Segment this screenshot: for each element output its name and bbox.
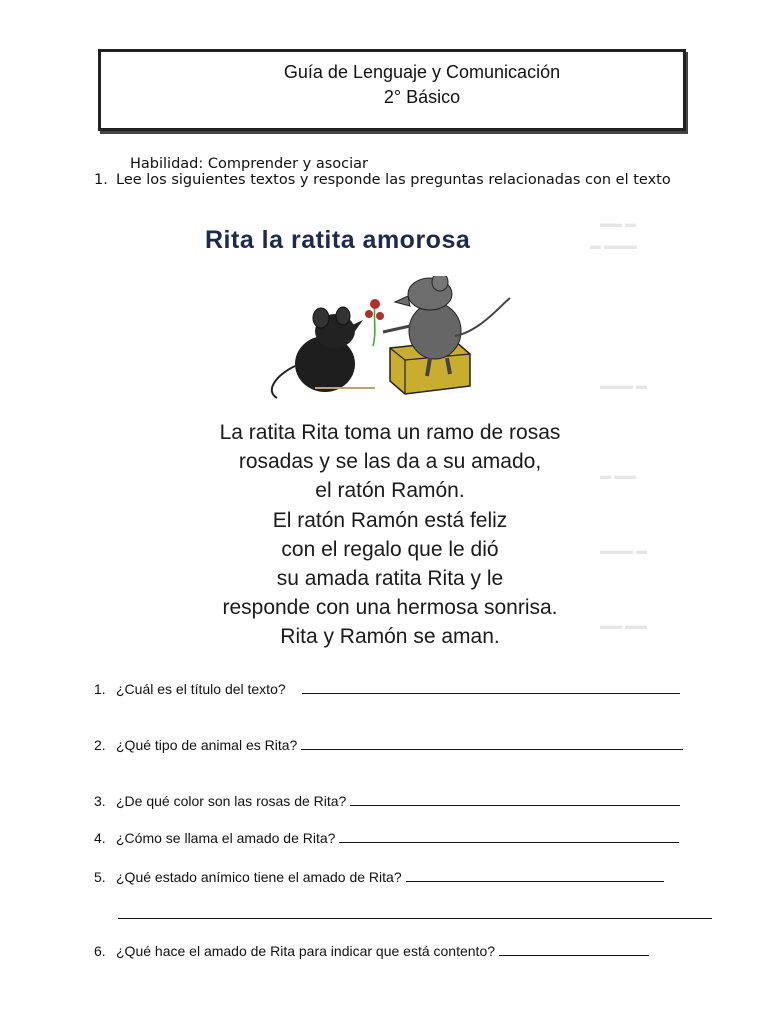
- answer-line[interactable]: [350, 793, 680, 806]
- answer-line-continuation[interactable]: [118, 918, 712, 919]
- question-3: [94, 793, 680, 809]
- rose-icon: [365, 299, 384, 346]
- bleed-through-mark: ▬▬▬ ▬: [600, 380, 648, 392]
- answer-line[interactable]: [302, 681, 680, 694]
- bleed-through-mark: ▬ ▬▬: [600, 470, 637, 482]
- answer-line[interactable]: [499, 943, 649, 956]
- story-line: el ratón Ramón.: [315, 479, 465, 503]
- bleed-through-mark: ▬▬ ▬: [600, 218, 637, 230]
- page-title: Guía de Lenguaje y Comunicación: [283, 62, 561, 82]
- question-text: ¿Cómo se llama el amado de Rita?: [116, 830, 336, 846]
- rita-rat-icon: [272, 307, 375, 398]
- question-text: ¿De qué color son las rosas de Rita?: [116, 793, 347, 809]
- story-text: [150, 418, 630, 652]
- question-text: ¿Qué tipo de animal es Rita?: [116, 737, 298, 753]
- rats-illustration: [255, 276, 515, 401]
- answer-line[interactable]: [406, 869, 664, 882]
- story-title: Rita la ratita amorosa: [205, 226, 471, 254]
- question-4: [94, 830, 679, 846]
- question-number: 4.: [94, 830, 106, 846]
- header-box: [98, 49, 686, 131]
- story-line: rosadas y se las da a su amado,: [238, 450, 542, 474]
- answer-line[interactable]: [301, 737, 683, 750]
- story-line: responde con una hermosa sonrisa.: [222, 596, 558, 620]
- question-number: 5.: [94, 869, 106, 885]
- question-text: ¿Qué estado anímico tiene el amado de Rita?: [116, 869, 402, 885]
- instruction: [94, 172, 714, 189]
- bleed-through-mark: ▬ ▬▬▬: [590, 240, 638, 252]
- bleed-through-mark: ▬▬ ▬▬: [600, 620, 648, 632]
- story-line: El ratón Ramón está feliz: [272, 508, 508, 532]
- question-2: [94, 737, 683, 753]
- story-line: La ratita Rita toma un ramo de rosas: [219, 421, 561, 444]
- grade-label: 2° Básico: [383, 87, 461, 107]
- question-number: 2.: [94, 737, 106, 753]
- question-5: [94, 869, 664, 885]
- story-line: con el regalo que le dió: [281, 537, 499, 561]
- question-number: 1.: [94, 681, 106, 697]
- story-line: su amada ratita Rita y le: [276, 567, 504, 591]
- skill-label: Habilidad: Comprender y asociar: [130, 156, 368, 172]
- question-number: 6.: [94, 943, 106, 959]
- answer-line[interactable]: [339, 830, 679, 843]
- question-number: 3.: [94, 793, 106, 809]
- instruction-text: Lee los siguientes textos y responde las preguntas relacionadas con el texto: [116, 172, 671, 188]
- question-1: [94, 681, 680, 697]
- instruction-number: 1.: [94, 172, 108, 188]
- question-text: ¿Cuál es el título del texto?: [116, 681, 286, 697]
- question-6: [94, 943, 649, 959]
- story-line: Rita y Ramón se aman.: [280, 625, 500, 649]
- bleed-through-mark: ▬▬▬ ▬: [600, 545, 648, 557]
- question-text: ¿Qué hace el amado de Rita para indicar que está contento?: [116, 943, 496, 959]
